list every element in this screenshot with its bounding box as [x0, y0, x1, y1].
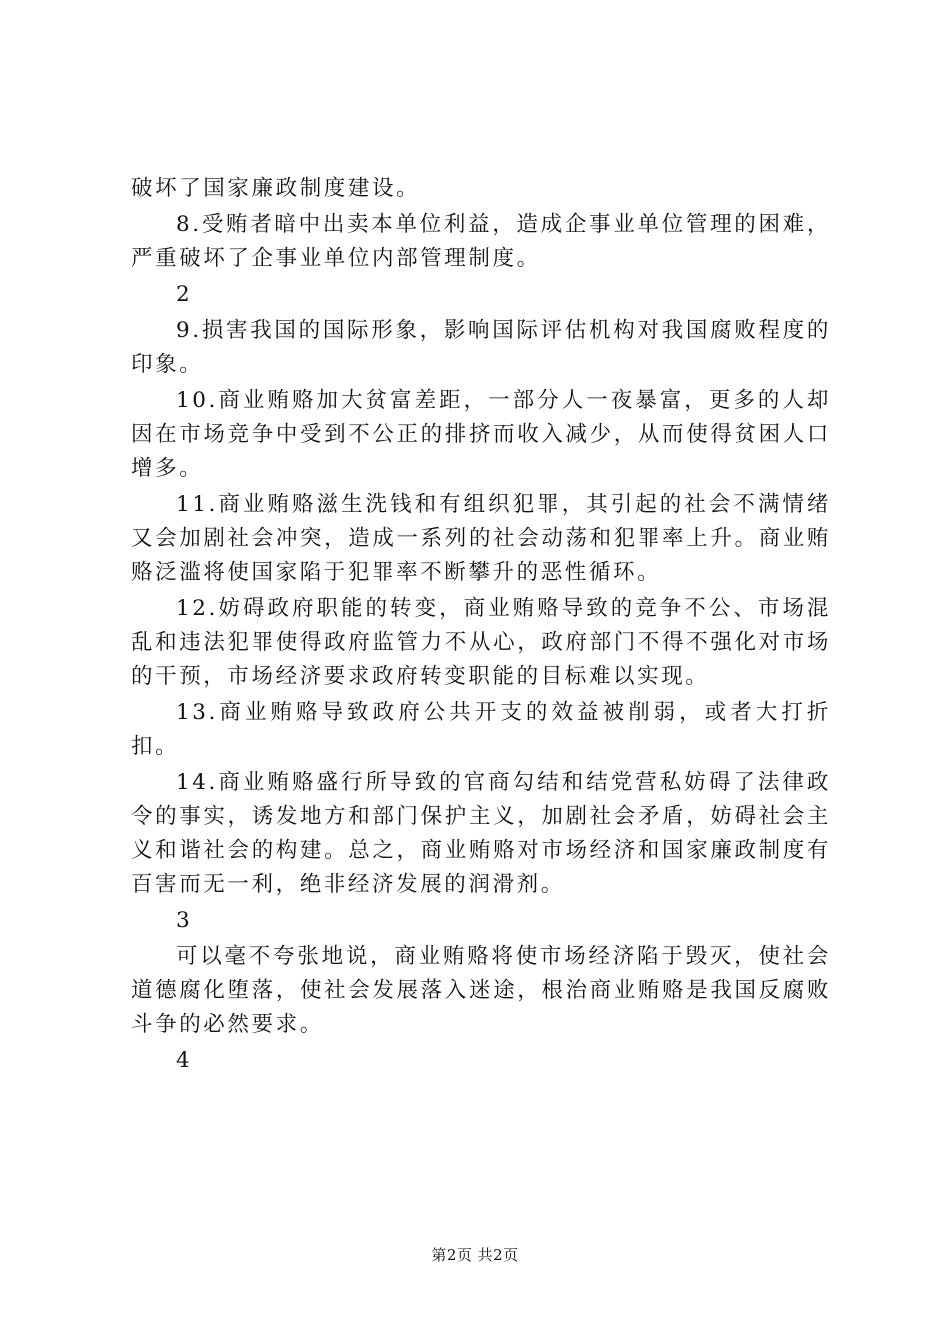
document-body — [131, 172, 831, 1080]
page-marker-2: 2 — [176, 282, 190, 307]
paragraph-2: 8.受贿者暗中出卖本单位利益，造成企事业单位管理的困难，严重破坏了企事业单位内部管理制度。 — [131, 212, 831, 271]
paragraph-8: 14.商业贿赂盛行所导致的官商勾结和结党营私妨碍了法律政令的事实，诱发地方和部门保护主义，加剧社会矛盾，妨碍社会主义和谐社会的构建。总之，商业贿赂对市场经济和国家廉政制度有百害而无一利，绝非经济发展的润滑剂。 — [131, 770, 831, 897]
paragraph-4: 10.商业贿赂加大贫富差距，一部分人一夜暴富，更多的人却因在市场竞争中受到不公正的排挤而收入减少，从而使得贫困人口增多。 — [131, 388, 831, 481]
page-marker-3: 3 — [176, 908, 190, 933]
paragraph-5: 11.商业贿赂滋生洗钱和有组织犯罪，其引起的社会不满情绪又会加剧社会冲突，造成一系列的社会动荡和犯罪率上升。商业贿赂泛滥将使国家陷于犯罪率不断攀升的恶性循环。 — [131, 492, 831, 585]
paragraph-6: 12.妨碍政府职能的转变，商业贿赂导致的竞争不公、市场混乱和违法犯罪使得政府监管力不从心，政府部门不得不强化对市场的干预，市场经济要求政府转变职能的目标难以实现。 — [131, 596, 831, 689]
paragraph-9: 可以毫不夸张地说，商业贿赂将使市场经济陷于毁灭，使社会道德腐化堕落，使社会发展落入迷途，根治商业贿赂是我国反腐败斗争的必然要求。 — [131, 944, 831, 1037]
page-footer: 第2页 共2页 — [431, 1246, 519, 1264]
paragraph-7: 13.商业贿赂导致政府公共开支的效益被削弱，或者大打折扣。 — [131, 700, 831, 759]
page-marker-4: 4 — [176, 1048, 190, 1073]
paragraph-3: 9.损害我国的国际形象，影响国际评估机构对我国腐败程度的印象。 — [131, 318, 831, 377]
paragraph-1: 破坏了国家廉政制度建设。 — [131, 176, 421, 201]
